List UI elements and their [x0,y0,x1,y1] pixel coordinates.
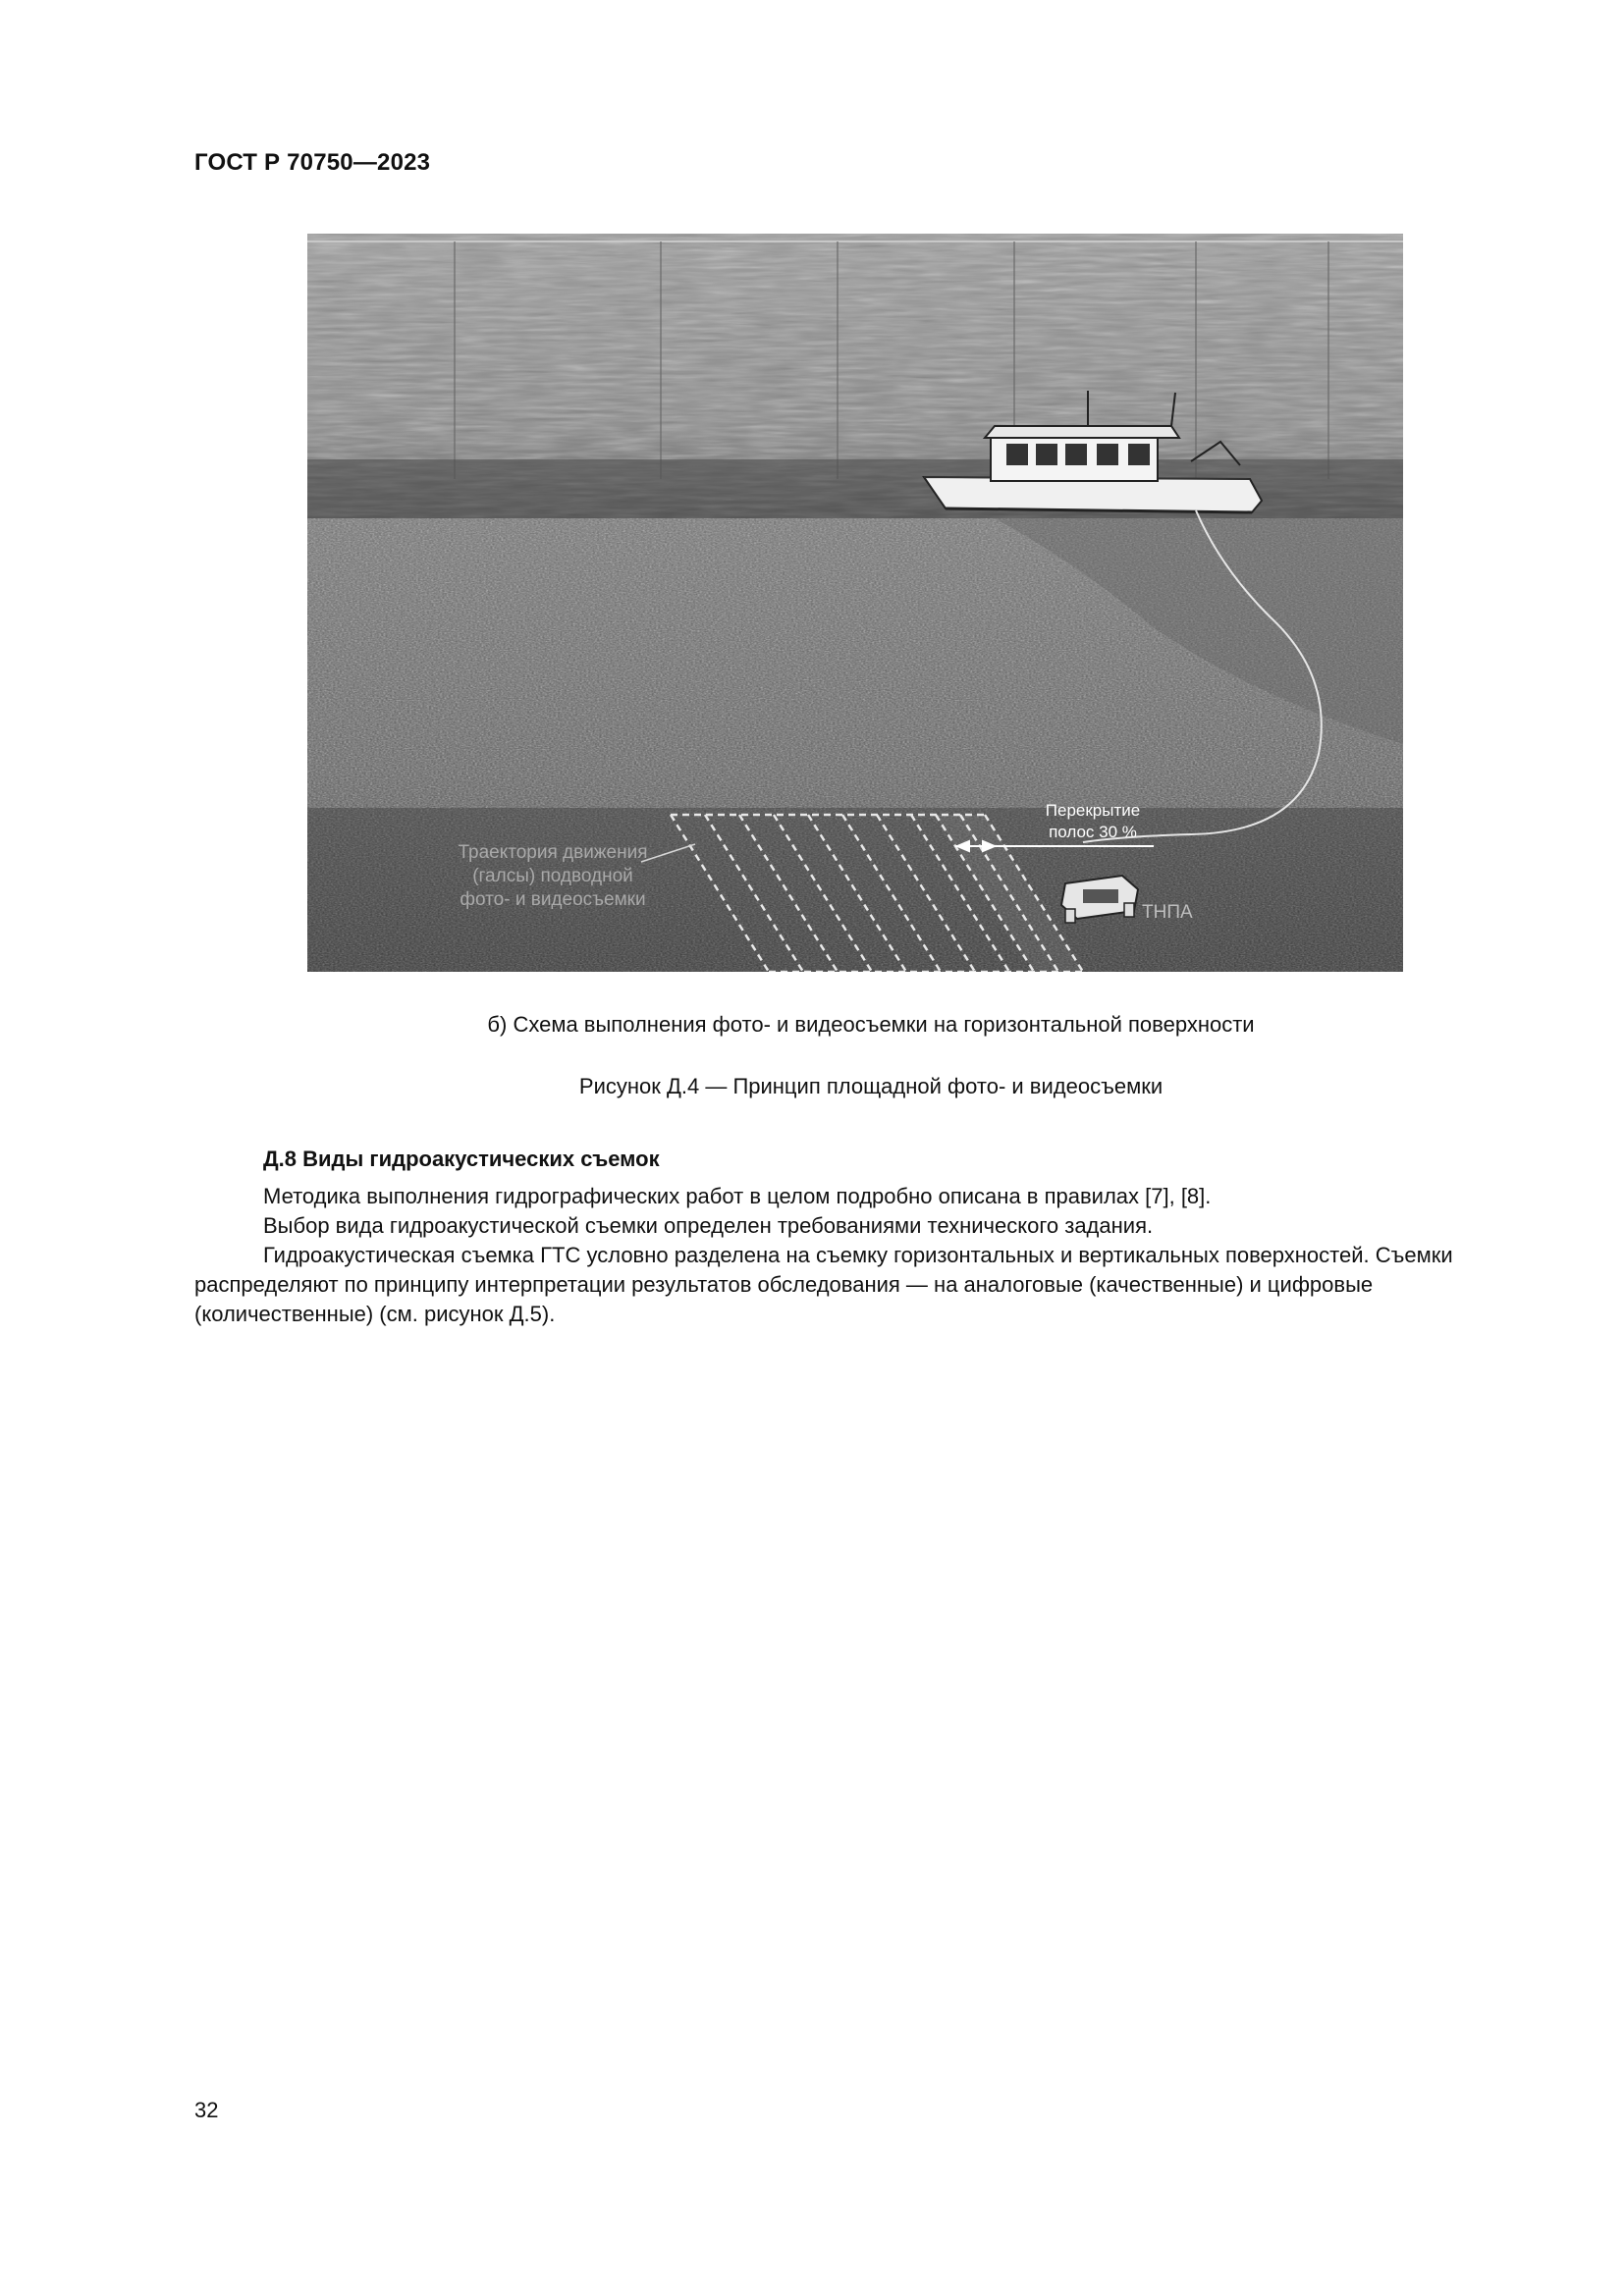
survey-scheme-figure [307,234,1403,972]
figure-subcaption: б) Схема выполнения фото- и видеосъемки на горизонтальной поверхности [487,1012,1255,1037]
rov-label: ТНПА [1142,902,1193,923]
svg-text:(галсы) подводной: (галсы) подводной [472,866,633,886]
paragraph: Методика выполнения гидрографических работ в целом подробно описана в правилах [7], [8]. [263,1184,1212,1208]
svg-text:полос 30 %: полос 30 % [1049,823,1137,841]
section-heading: Д.8 Виды гидроакустических съемок [263,1147,660,1171]
paragraph: Гидроакустическая съемка ГТС условно разделена на съемку горизонтальных и вертикальных поверхностей. Съемки распределяют по принципу интерпретации результатов обследования — на аналоговые (качественные) и цифровые (количественные) (см. рисунок Д.5). [194,1243,1453,1326]
section-body [194,1182,1530,1329]
rov-icon [1061,876,1138,923]
svg-text:фото- и видеосъемки: фото- и видеосъемки [460,889,646,910]
svg-text:Перекрытие: Перекрытие [1045,801,1141,820]
trajectory-label [458,842,647,910]
page-number: 32 [194,2098,219,2122]
concrete-wall [307,234,1403,518]
paragraph: Выбор вида гидроакустической съемки определен требованиями технического задания. [263,1213,1154,1238]
document-code: ГОСТ Р 70750—2023 [194,149,431,176]
figure-caption: Рисунок Д.4 — Принцип площадной фото- и видеосъемки [578,1074,1164,1098]
svg-text:Траектория движения: Траектория движения [458,842,648,863]
